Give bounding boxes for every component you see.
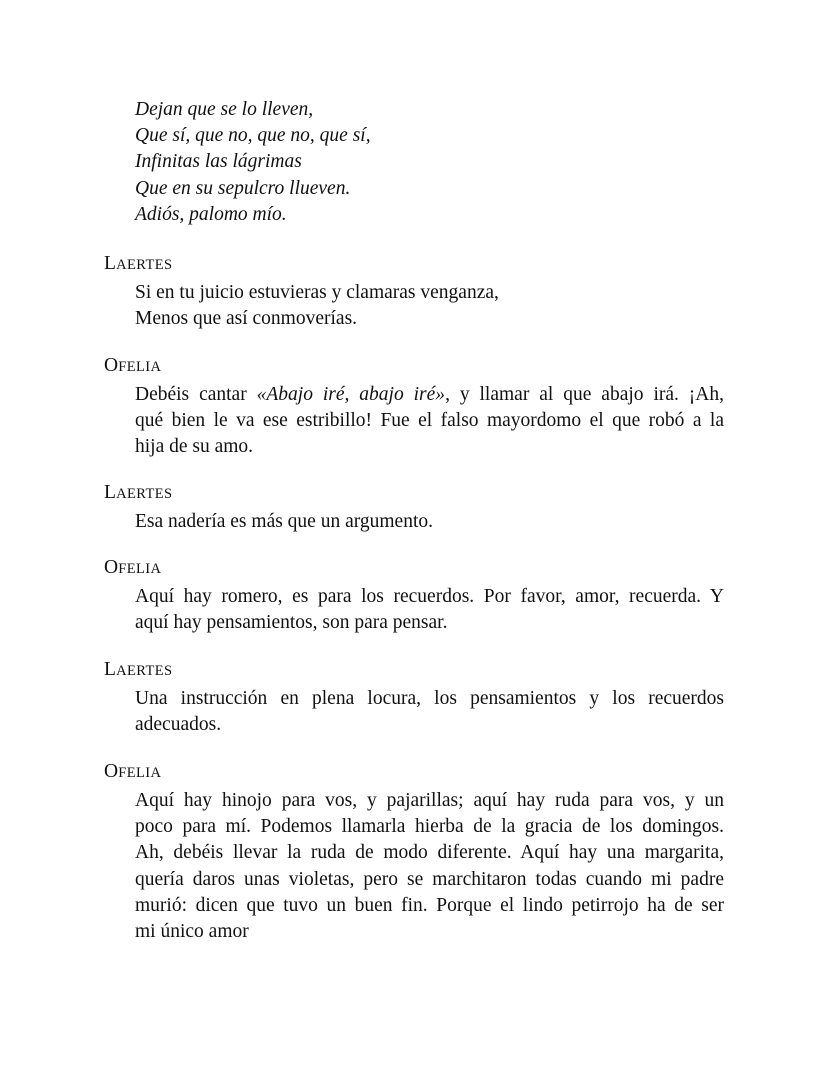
speech-line: Si en tu juicio estuvieras y clamaras venganza, [135,282,499,303]
speech-line: adecuados. [135,714,222,736]
speech-text [135,788,724,945]
speaker-name: LAERTES [104,659,173,680]
verse-line: Infinitas las lágrimas [135,151,302,173]
speech-line: hija de su amo. [135,436,254,458]
speech-text [135,584,724,636]
speech-line: Debéis cantar «Abajo iré, abajo iré», y llamar al que abajo irá. ¡Ah, [135,384,724,405]
speech-line: Ah, debéis llevar la ruda de modo diferente. Aquí hay una margarita, [135,842,724,864]
speaker-name: OFELIA [104,761,162,782]
speaker-name: LAERTES [104,482,173,503]
speech-laertes [104,658,724,738]
song-verse [135,97,695,228]
speech-line: quería daros unas violetas, pero se marchitaron todas cuando mi padre [135,868,724,890]
speech-line: mi único amor [135,921,249,943]
speech-line: murió: dicen que tuvo un buen fin. Porque el lindo petirrojo ha de ser [135,894,724,916]
speech-line: Esa nadería es más que un argumento. [135,511,434,532]
speech-line: Una instrucción en plena locura, los pensamientos y los recuerdos [135,688,724,709]
speech-ofelia [104,354,724,461]
speech-text [135,280,724,332]
verse-line: Adiós, palomo mío. [135,203,287,225]
speaker-name: OFELIA [104,557,162,578]
speech-line: aquí hay pensamientos, son para pensar. [135,612,448,634]
speech-text [135,686,724,738]
speech-laertes [104,252,724,332]
speaker-name: LAERTES [104,253,173,274]
verse-line: Que en su sepulcro llueven. [135,177,351,199]
speech-line: qué bien le va ese estribillo! Fue el falso mayordomo el que robó a la [135,410,724,432]
verse-line: Que sí, que no, que no, que sí, [135,125,371,147]
speech-text [135,509,724,535]
speech-text [135,382,724,461]
speech-line: poco para mí. Podemos llamarla hierba de la gracia de los domingos. [135,816,724,838]
speech-ofelia [104,760,724,945]
speech-laertes [104,481,724,535]
speech-line: Aquí hay hinojo para vos, y pajarillas; aquí hay ruda para vos, y un [135,790,724,811]
verse-line: Dejan que se lo lleven, [135,99,314,120]
song-quote: «Abajo iré, abajo iré» [256,384,446,405]
speaker-name: OFELIA [104,355,162,376]
speech-ofelia [104,556,724,636]
speech-line: Menos que así conmoverías. [135,308,358,330]
speech-line: Aquí hay romero, es para los recuerdos. Por favor, amor, recuerda. Y [135,586,724,607]
